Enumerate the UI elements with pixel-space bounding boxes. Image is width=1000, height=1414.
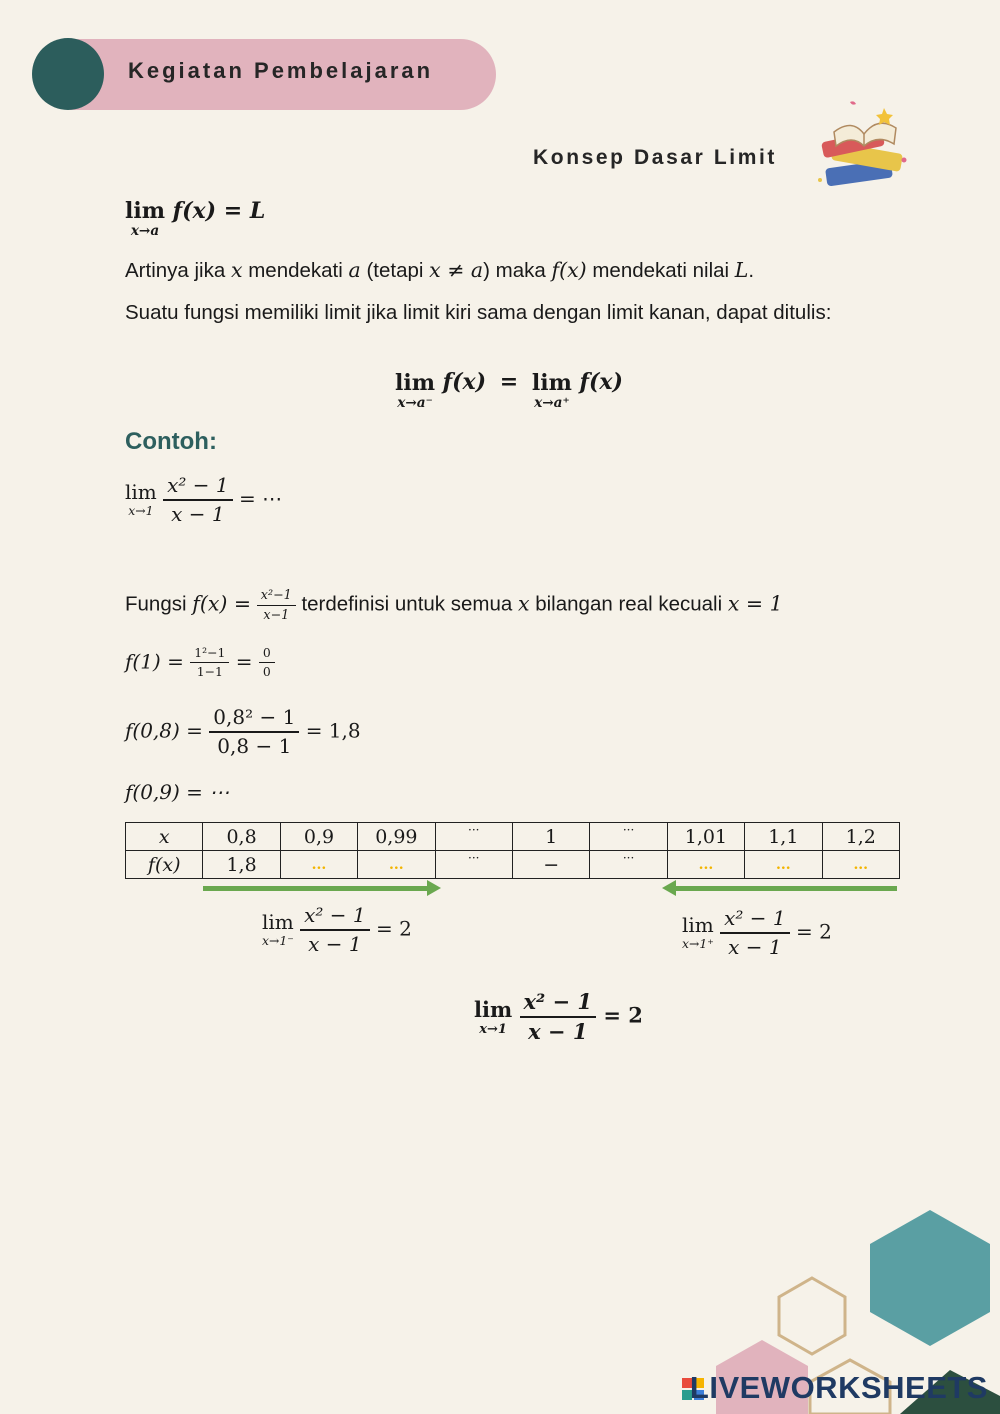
table-cell: ··· [590, 851, 667, 879]
table-cell: 0,8 [203, 823, 280, 851]
table-cell: x [126, 823, 203, 851]
table-cell: ··· [435, 851, 512, 879]
page-title: Kegiatan Pembelajaran [128, 58, 434, 83]
table-cell: ··· [590, 823, 667, 851]
section-title: Konsep Dasar Limit [533, 146, 778, 169]
table-cell: f(x) [126, 851, 203, 879]
table-row-x [126, 823, 900, 851]
final-limit: lim x→1 $\frac{\text{x² − 1}}{x - 1}$ = 2 [474, 989, 643, 1045]
one-sided-equality: lim x→a⁻ f(x) = lim x→a⁺ f(x) [395, 369, 623, 411]
table-cell: 1,8 [203, 851, 280, 879]
f09-evaluation: f(0,9) = ⋯ [125, 780, 230, 804]
function-domain-text: Fungsi f(x) = $\frac{\text{x²−1}}{x-1}$ terdefinisi untuk semua x bilangan real kecuali x = 1 [125, 587, 783, 622]
answer-blank[interactable]: ... [745, 851, 822, 879]
example-limit: lim x→1 $\frac{\text{x² − 1}}{x - 1}$ = ⋯ [125, 473, 283, 526]
answer-blank[interactable]: ... [280, 851, 357, 879]
table-cell: 0,9 [280, 823, 357, 851]
answer-blank[interactable]: ... [822, 851, 899, 879]
table-cell: 0,99 [358, 823, 435, 851]
right-arrow-icon [203, 886, 435, 891]
table-cell: 1 [512, 823, 589, 851]
answer-blank[interactable]: ... [667, 851, 744, 879]
right-limit: lim x→1⁺ $\frac{\text{x² − 1}}{x - 1}$ = 2 [682, 906, 832, 959]
lim-operator: lim x→a [125, 198, 165, 239]
left-limit: lim x→1⁻ $\frac{\text{x² − 1}}{x - 1}$ = 2 [262, 903, 412, 956]
left-arrow-icon [668, 886, 897, 891]
f08-evaluation: f(0,8) = $\frac{\text{0,8² − 1}}{0,8 - 1}$ = 1,8 [125, 705, 361, 758]
books-icon [812, 98, 916, 202]
table-cell: − [512, 851, 589, 879]
table-cell: 1,2 [822, 823, 899, 851]
answer-blank[interactable]: ... [358, 851, 435, 879]
table-cell: 1,01 [667, 823, 744, 851]
table-row-fx [126, 851, 900, 879]
meaning-text: Artinya jika x mendekati a (tetapi x ≠ a) maka f(x) mendekati nilai L. [125, 258, 755, 282]
table-cell: 1,1 [745, 823, 822, 851]
values-table [125, 822, 900, 879]
watermark: LIVEWORKSHEETS [689, 1370, 988, 1405]
f1-evaluation: f(1) = $\frac{\text{1²−1}}{1-1}$ = $\frac{0}{0}$ [125, 646, 275, 680]
header-circle [32, 38, 104, 110]
example-heading: Contoh: [125, 428, 217, 455]
limit-definition [125, 200, 265, 239]
limit-statement: Suatu fungsi memiliki limit jika limit kiri sama dengan limit kanan, dapat ditulis: [125, 301, 832, 324]
definition-expression: f(x) = L [172, 198, 266, 225]
table-cell: ··· [435, 823, 512, 851]
